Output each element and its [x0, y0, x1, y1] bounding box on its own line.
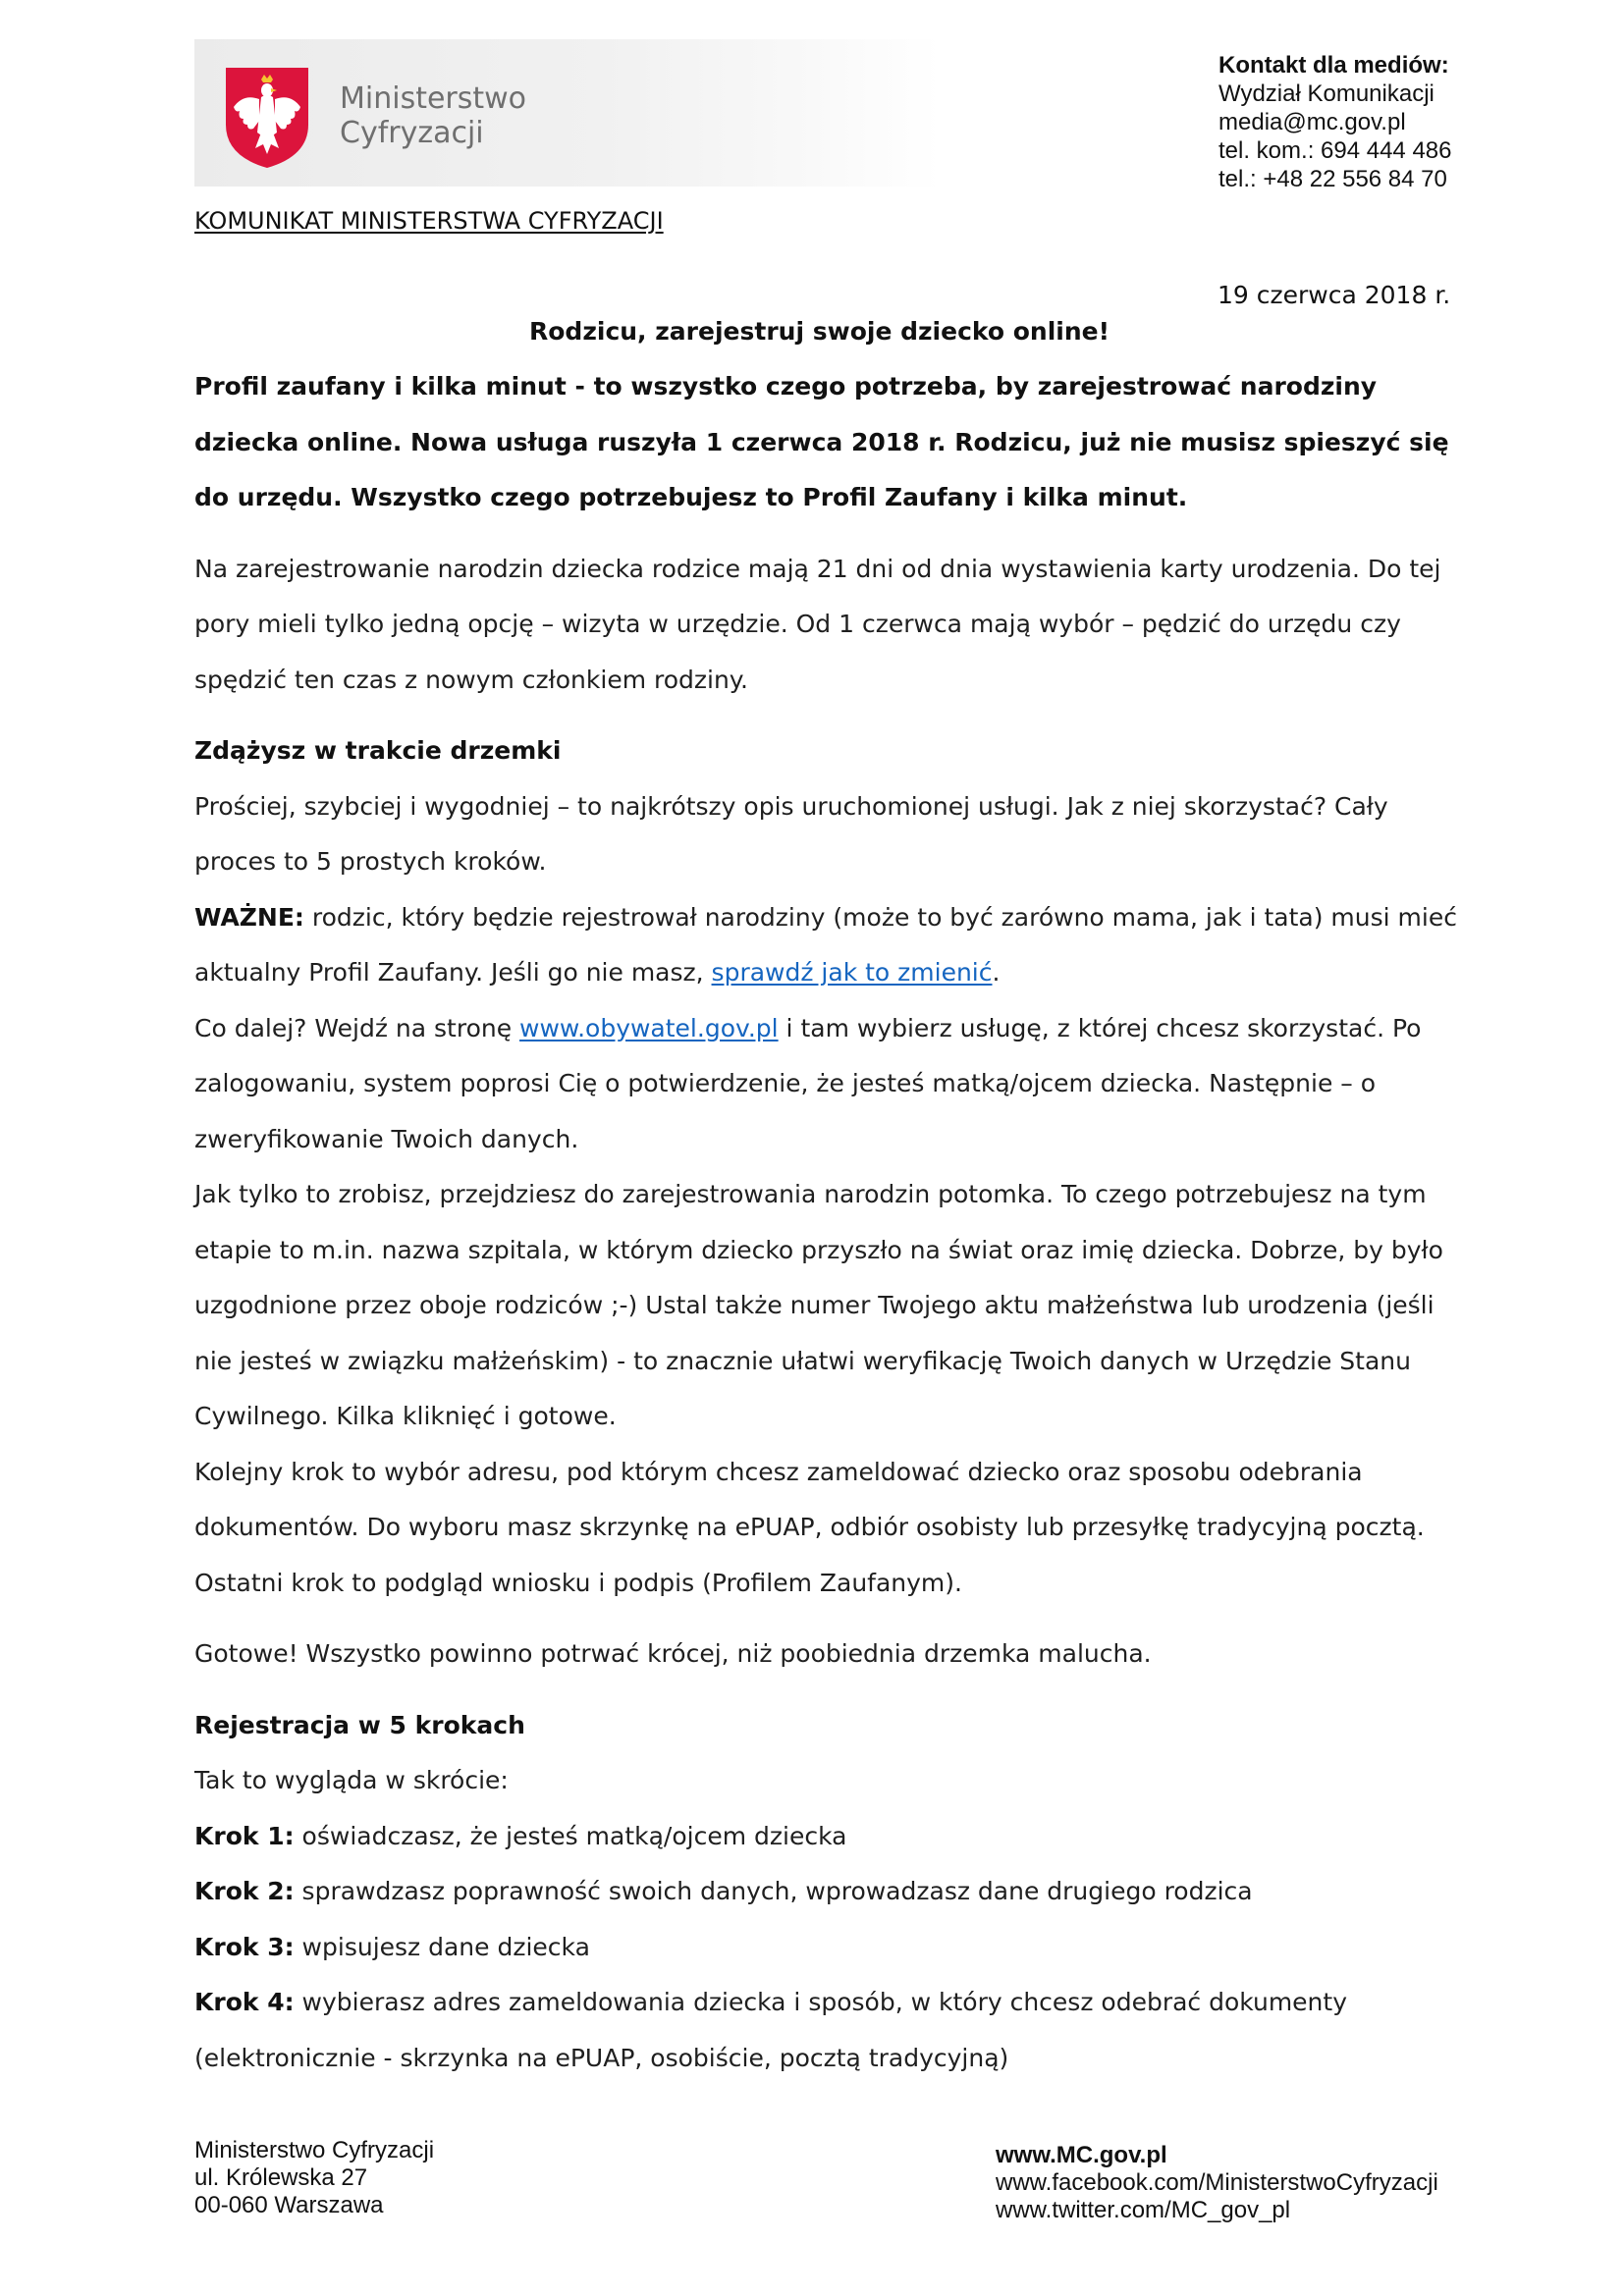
important-paragraph: [194, 890, 1461, 1001]
step-label: Krok 3:: [194, 1932, 295, 1961]
step-item: [194, 1809, 1461, 1865]
footer-links: [996, 2142, 1438, 2224]
step-label: Krok 4:: [194, 1988, 295, 2016]
section2-intro: Tak to wygląda w skrócie:: [194, 1766, 509, 1794]
step-text: oświadczasz, że jesteś matką/ojcem dziecka: [294, 1821, 847, 1850]
step-item: [194, 1864, 1461, 1920]
section1-paragraph-4: Jak tylko to zrobisz, przejdziesz do zarejestrowania narodzin potomka. To czego potrzebujesz na tym etapie to m.in. nazwa szpitala, w którym dziecko przyszło na świat oraz imię dziecka. Dobrze, by było uzgodnione przez oboje rodziców ;-) Ustal także numer Twojego aktu małżeństwa lub urodzenia (jeśli nie jesteś w związku małżeńskim) - to znacznie ułatwi weryfikację Twoich danych w Urzędzie Stanu Cywilnego. Kilka kliknięć i gotowe.: [194, 1180, 1443, 1430]
section2-heading: Rejestracja w 5 krokach: [194, 1710, 525, 1739]
ministry-name-line1: Ministerstwo: [340, 81, 527, 116]
section1-heading: Zdążysz w trakcie drzemki: [194, 736, 562, 765]
profile-check-link[interactable]: sprawdź jak to zmienić: [711, 958, 993, 987]
section1-paragraph-3: [194, 1001, 1461, 1168]
document-title: Rodzicu, zarejestruj swoje dziecko online!: [529, 317, 1110, 346]
step-text: wybierasz adres zameldowania dziecka i sposób, w który chcesz odebrać dokumenty (elektronicznie - skrzynka na ePUAP, osobiście, pocztą tradycyjną): [194, 1988, 1347, 2072]
footer-facebook-link[interactable]: www.facebook.com/MinisterstwoCyfryzacji: [996, 2169, 1438, 2196]
komunikat-heading: KOMUNIKAT MINISTERSTWA CYFRYZACJI: [194, 207, 664, 235]
section1-paragraph-1: Prościej, szybciej i wygodniej – to najkrótszy opis uruchomionej usługi. Jak z niej skorzystać? Cały proces to 5 prostych kroków.: [194, 791, 1388, 876]
step-text: sprawdzasz poprawność swoich danych, wprowadzasz dane drugiego rodzica: [294, 1877, 1253, 1905]
media-contact-block: [1218, 51, 1452, 193]
section1-paragraph-5: Kolejny krok to wybór adresu, pod którym chcesz zameldować dziecko oraz sposobu odebrania dokumentów. Do wyboru masz skrzynkę na ePUAP, odbiór osobisty lub przesyłkę tradycyjną pocztą.: [194, 1457, 1425, 1541]
document-date: 19 czerwca 2018 r.: [1218, 281, 1451, 309]
polish-eagle-emblem-icon: [222, 64, 312, 170]
step-label: Krok 2:: [194, 1877, 295, 1905]
footer-address-line3: 00-060 Warszawa: [194, 2192, 384, 2218]
important-label: WAŻNE:: [194, 902, 304, 932]
footer-twitter-link[interactable]: www.twitter.com/MC_gov_pl: [996, 2197, 1291, 2223]
obywatel-link[interactable]: www.obywatel.gov.pl: [519, 1013, 779, 1042]
step-label: Krok 1:: [194, 1821, 295, 1850]
media-contact-heading: Kontakt dla mediów:: [1218, 52, 1449, 79]
header-logo-banner: [194, 39, 941, 187]
step-item: [194, 1920, 1461, 1976]
step-text: wpisujesz dane dziecka: [294, 1932, 590, 1961]
ministry-name-logo-text: [340, 81, 526, 150]
footer-address: [194, 2137, 434, 2219]
footer-address-line2: ul. Królewska 27: [194, 2164, 368, 2191]
footer-website-link[interactable]: www.MC.gov.pl: [996, 2142, 1167, 2168]
section1-paragraph-6: Ostatni krok to podgląd wniosku i podpis (Profilem Zaufanym).: [194, 1568, 962, 1597]
media-contact-mobile: tel. kom.: 694 444 486: [1218, 137, 1452, 164]
lead-paragraph: Profil zaufany i kilka minut - to wszystko czego potrzeba, by zarejestrować narodziny dziecka online. Nowa usługa ruszyła 1 czerwca 2018 r. Rodzicu, już nie musisz spieszyć się do urzędu. Wszystko czego potrzebujesz to Profil Zaufany i kilka minut.: [194, 372, 1449, 511]
p3-start: Co dalej? Wejdź na stronę: [194, 1013, 520, 1042]
media-contact-email: media@mc.gov.pl: [1218, 109, 1406, 135]
section1-paragraph-7: Gotowe! Wszystko powinno potrwać krócej, niż poobiednia drzemka malucha.: [194, 1639, 1152, 1668]
intro-paragraph: Na zarejestrowanie narodzin dziecka rodzice mają 21 dni od dnia wystawienia karty urodzenia. Do tej pory mieli tylko jedną opcję – wizyta w urzędzie. Od 1 czerwca mają wybór – pędzić do urzędu czy spędzić ten czas z nowym członkiem rodziny.: [194, 554, 1441, 694]
media-contact-phone: tel.: +48 22 556 84 70: [1218, 166, 1447, 192]
document-body: [194, 359, 1461, 2086]
important-end: .: [992, 958, 1001, 987]
media-contact-department: Wydział Komunikacji: [1218, 80, 1435, 107]
step-item: [194, 1975, 1461, 2086]
footer-address-line1: Ministerstwo Cyfryzacji: [194, 2137, 435, 2163]
important-text: rodzic, który będzie rejestrował narodziny (może to być zarówno mama, jak i tata) musi mieć aktualny Profil Zaufany. Jeśli go nie masz,: [194, 902, 1457, 987]
p3-end: i tam wybierz usługę, z której chcesz skorzystać. Po zalogowaniu, system poprosi Cię o potwierdzenie, że jesteś matką/ojcem dziecka. Następnie – o zweryfikowanie Twoich danych.: [194, 1013, 1422, 1153]
ministry-name-line2: Cyfryzacji: [340, 116, 484, 150]
